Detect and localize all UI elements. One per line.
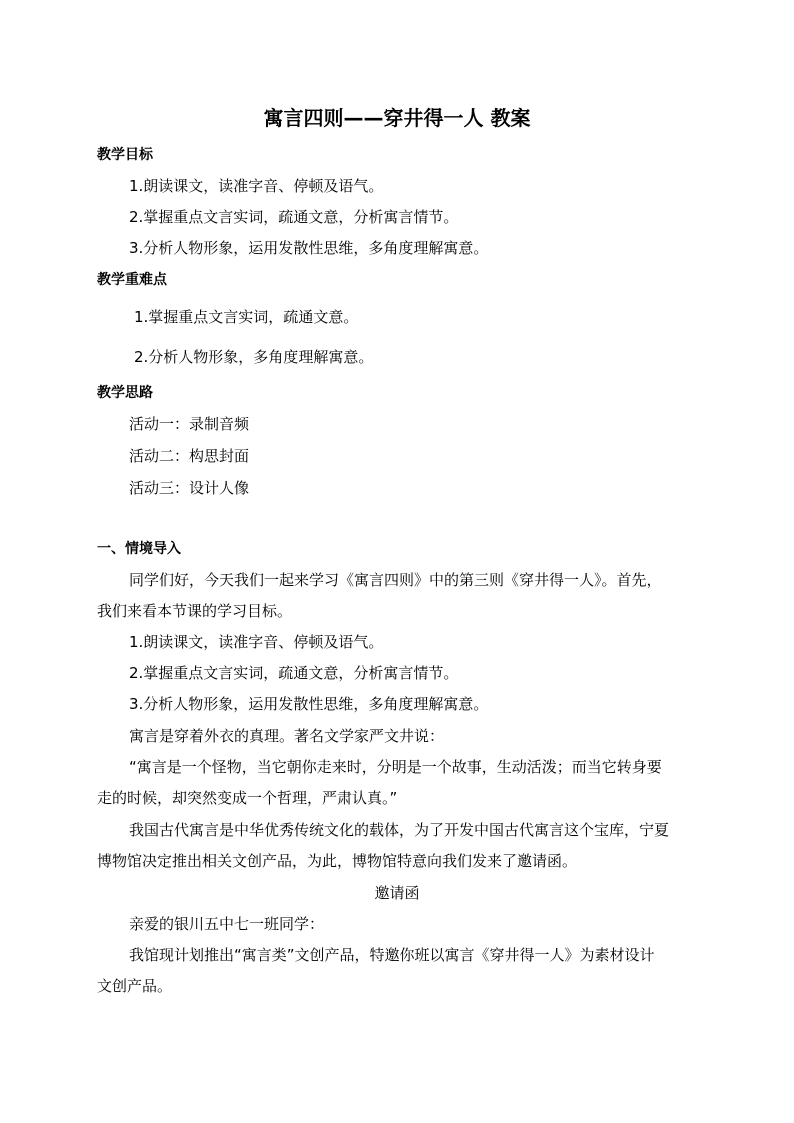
quote-line-2: 走的时候，却突然变成一个哲理，严肃认真。” — [97, 789, 398, 807]
invitation-body-line-1: 我馆现计划推出“寓言类”文创产品，特邀你班以寓言《穿井得一人》为素材设计 — [129, 946, 655, 964]
activity-item-2: 活动二：构思封面 — [129, 447, 250, 465]
keypoint-item-1: 1.掌握重点文言实词，疏通文意。 — [134, 308, 359, 326]
museum-paragraph-line-2: 博物馆决定推出相关文创产品，为此，博物馆特意向我们发来了邀请函。 — [97, 852, 578, 870]
keypoint-item-2: 2.分析人物形象，多角度理解寓意。 — [134, 348, 374, 366]
goal-item-3: 3.分析人物形象，运用发散性思维，多角度理解寓意。 — [129, 239, 489, 257]
heading-key-difficulties: 教学重难点 — [97, 272, 167, 288]
activity-item-1: 活动一：录制音频 — [129, 415, 250, 433]
heading-teaching-goals: 教学目标 — [97, 147, 153, 163]
goal-item-1: 1.朗读课文，读准字音、停顿及语气。 — [129, 177, 384, 195]
museum-paragraph-line-1: 我国古代寓言是中华优秀传统文化的载体，为了开发中国古代寓言这个宝库，宁夏 — [129, 821, 670, 839]
activity-item-3: 活动三：设计人像 — [129, 479, 250, 497]
quote-intro: 寓言是穿着外衣的真理。著名文学家严文井说： — [129, 727, 445, 745]
invitation-greeting: 亲爱的银川五中七一班同学： — [129, 915, 325, 933]
heading-teaching-approach: 教学思路 — [97, 385, 153, 401]
intro-paragraph-line-2: 我们来看本节课的学习目标。 — [97, 602, 293, 620]
invitation-body-line-2: 文创产品。 — [97, 977, 173, 995]
intro-goal-1: 1.朗读课文，读准字音、停顿及语气。 — [129, 633, 384, 651]
document-title: 寓言四则——穿井得一人 教案 — [263, 106, 531, 130]
goal-item-2: 2.掌握重点文言实词，疏通文意，分析寓言情节。 — [129, 208, 459, 226]
intro-goal-3: 3.分析人物形象，运用发散性思维，多角度理解寓意。 — [129, 695, 489, 713]
quote-line-1: “寓言是一个怪物，当它朝你走来时，分明是一个故事，生动活泼；而当它转身要 — [129, 758, 662, 776]
heading-scenario-intro: 一、情境导入 — [97, 541, 181, 557]
intro-paragraph-line-1: 同学们好，今天我们一起来学习《寓言四则》中的第三则《穿井得一人》。首先， — [129, 571, 662, 589]
intro-goal-2: 2.掌握重点文言实词，疏通文意，分析寓言情节。 — [129, 664, 459, 682]
invitation-title: 邀请函 — [374, 884, 420, 902]
